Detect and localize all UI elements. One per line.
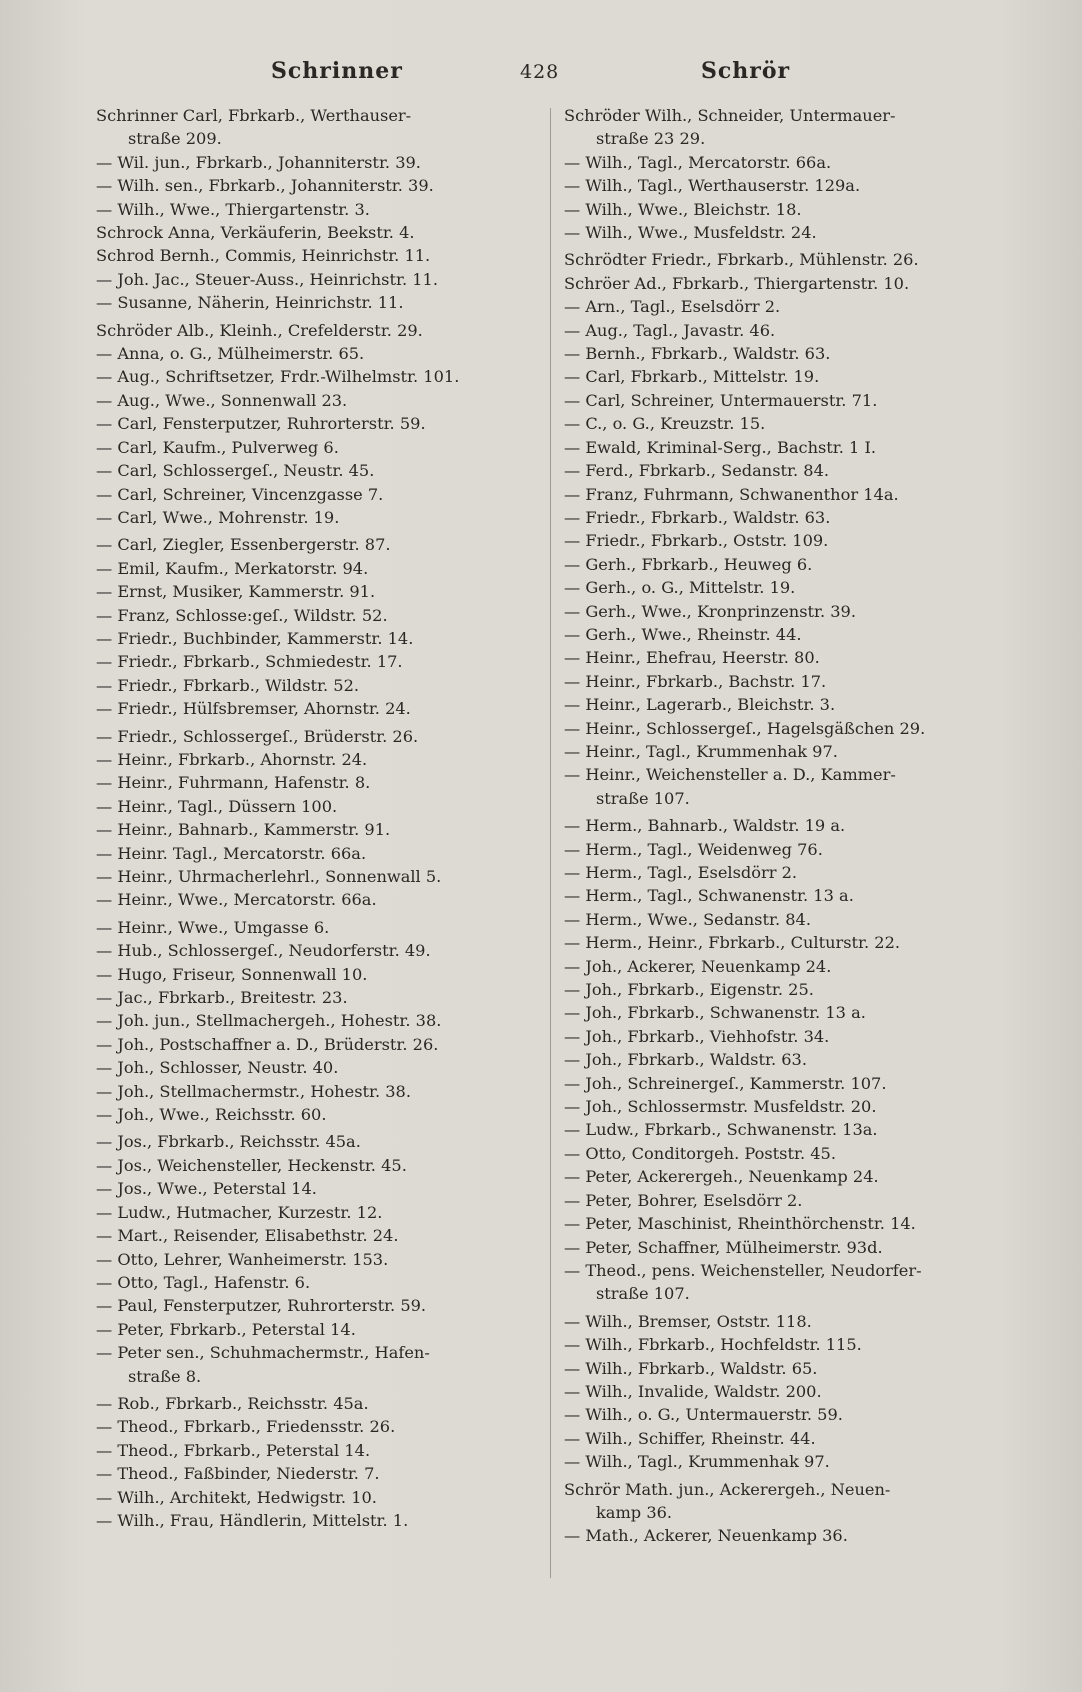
directory-entry: straße 209. <box>128 129 222 149</box>
directory-entry: — Math., Ackerer, Neuenkamp 36. <box>564 1526 848 1546</box>
directory-entry: — Joh., Schlosser, Neustr. 40. <box>96 1058 339 1078</box>
directory-entry: — Heinr., Weichensteller a. D., Kammer- <box>564 765 896 785</box>
directory-entry: — Herm., Tagl., Weidenweg 76. <box>564 839 823 859</box>
directory-entry: — Heinr., Bahnarb., Kammerstr. 91. <box>96 820 391 840</box>
header-right-name: Schrör <box>701 58 791 84</box>
directory-entry: — Wilh., Fbrkarb., Waldstr. 65. <box>564 1358 818 1378</box>
directory-entry: — Peter, Bohrer, Eselsdörr 2. <box>564 1190 803 1210</box>
directory-entry: — Wilh., Tagl., Krummenhak 97. <box>564 1452 830 1472</box>
directory-entry: — Gerh., Wwe., Rheinstr. 44. <box>564 624 802 644</box>
directory-entry: — Herm., Wwe., Sedanstr. 84. <box>564 909 811 929</box>
directory-entry: — Friedr., Hülfsbremser, Ahornstr. 24. <box>96 699 411 719</box>
header-left-name: Schrinner <box>271 58 403 84</box>
directory-entry: — Bernh., Fbrkarb., Waldstr. 63. <box>564 344 831 364</box>
directory-entry: — Wilh., Wwe., Bleichstr. 18. <box>564 199 802 219</box>
directory-entry: — Carl, Fbrkarb., Mittelstr. 19. <box>564 367 820 387</box>
directory-entry: — Peter sen., Schuhmachermstr., Hafen- <box>96 1343 430 1363</box>
directory-entry: — Franz, Fuhrmann, Schwanenthor 14a. <box>564 484 899 504</box>
directory-entry: — Wil. jun., Fbrkarb., Johanniterstr. 39. <box>96 152 421 172</box>
directory-entry: — Rob., Fbrkarb., Reichsstr. 45a. <box>96 1393 369 1413</box>
directory-entry: kamp 36. <box>596 1502 673 1522</box>
directory-entry: — Heinr. Tagl., Mercatorstr. 66a. <box>96 843 367 863</box>
directory-entry: — Jac., Fbrkarb., Breitestr. 23. <box>96 988 348 1008</box>
directory-entry: — Joh., Postschaffner a. D., Brüderstr. 26. <box>96 1034 439 1054</box>
directory-entry: straße 23 29. <box>596 129 706 149</box>
directory-entry: — Joh., Fbrkarb., Schwanenstr. 13 a. <box>564 1003 866 1023</box>
directory-entry: Schröder Alb., Kleinh., Crefelderstr. 29. <box>96 320 423 340</box>
directory-entry: — Wilh., Frau, Händlerin, Mittelstr. 1. <box>96 1510 409 1530</box>
directory-entry: Schrinner Carl, Fbrkarb., Werthauser- <box>96 106 412 125</box>
directory-entry: — Franz, Schlosse:geſ., Wildstr. 52. <box>96 605 388 625</box>
directory-entry: — Joh., Ackerer, Neuenkamp 24. <box>564 956 832 976</box>
directory-entry: — Otto, Lehrer, Wanheimerstr. 153. <box>96 1249 389 1269</box>
directory-entry: — Theod., Fbrkarb., Peterstal 14. <box>96 1440 371 1460</box>
directory-entry: — Aug., Schriftsetzer, Frdr.-Wilhelmstr. 101. <box>96 367 460 387</box>
directory-entry: — Joh., Fbrkarb., Viehhofstr. 34. <box>564 1026 830 1046</box>
directory-entry: — Wilh., Architekt, Hedwigstr. 10. <box>96 1487 377 1507</box>
directory-entry: — Heinr., Schlossergeſ., Hagelsgäßchen 29. <box>564 718 926 738</box>
directory-entry: — Peter, Ackerergeh., Neuenkamp 24. <box>564 1167 879 1187</box>
directory-entry: — Wilh., Tagl., Werthauserstr. 129a. <box>564 176 861 196</box>
directory-entry: — Heinr., Wwe., Umgasse 6. <box>96 917 330 937</box>
directory-entry: — Theod., pens. Weichensteller, Neudorfer- <box>564 1260 922 1280</box>
directory-entry: — Friedr., Schlossergeſ., Brüderstr. 26. <box>96 726 419 746</box>
directory-entry: — Anna, o. G., Mülheimerstr. 65. <box>96 344 365 364</box>
directory-entry: — Heinr., Tagl., Düssern 100. <box>96 796 338 816</box>
directory-entry: — Heinr., Lagerarb., Bleichstr. 3. <box>564 695 836 715</box>
directory-entry: — Carl, Schreiner, Vincenzgasse 7. <box>96 484 384 504</box>
directory-entry: — Gerh., o. G., Mittelstr. 19. <box>564 578 796 598</box>
directory-entry: — Joh., Schlossermstr. Musfeldstr. 20. <box>564 1097 877 1117</box>
page-header <box>96 58 986 88</box>
directory-entry: — Joh., Stellmachermstr., Hohestr. 38. <box>96 1081 411 1101</box>
directory-entry: — Peter, Maschinist, Rheinthörchenstr. 14. <box>564 1214 916 1234</box>
directory-entry: — Ewald, Kriminal-Serg., Bachstr. 1 I. <box>564 437 877 457</box>
directory-entry: — Herm., Tagl., Schwanenstr. 13 a. <box>564 886 854 906</box>
directory-entry: — Aug., Wwe., Sonnenwall 23. <box>96 390 348 410</box>
directory-entry: — Joh. Jac., Steuer-Auss., Heinrichstr. 11. <box>96 269 438 289</box>
directory-entry: — Wilh., Wwe., Thiergartenstr. 3. <box>96 199 370 219</box>
directory-entry: — Gerh., Wwe., Kronprinzenstr. 39. <box>564 601 856 621</box>
column-divider <box>550 108 551 1578</box>
directory-entry: — Friedr., Fbrkarb., Wildstr. 52. <box>96 675 360 695</box>
directory-entry: — Ludw., Hutmacher, Kurzestr. 12. <box>96 1202 383 1222</box>
directory-entry: — Heinr., Fuhrmann, Hafenstr. 8. <box>96 773 371 793</box>
directory-entry: — Hub., Schlossergeſ., Neudorferstr. 49. <box>96 941 431 961</box>
directory-entry: — Joh. jun., Stellmachergeh., Hohestr. 38. <box>96 1011 442 1031</box>
directory-entry: — Hugo, Friseur, Sonnenwall 10. <box>96 964 368 984</box>
directory-entry: — Herm., Heinr., Fbrkarb., Culturstr. 22. <box>564 933 901 953</box>
directory-entry: — Wilh., Bremser, Oststr. 118. <box>564 1311 812 1331</box>
directory-entry: — Friedr., Fbrkarb., Oststr. 109. <box>564 531 829 551</box>
directory-entry: — Joh., Fbrkarb., Waldstr. 63. <box>564 1050 807 1070</box>
directory-entry: Schröer Ad., Fbrkarb., Thiergartenstr. 10. <box>564 273 910 293</box>
directory-entry: — Joh., Fbrkarb., Eigenstr. 25. <box>564 980 814 1000</box>
directory-entry: — Theod., Faßbinder, Niederstr. 7. <box>96 1464 380 1484</box>
directory-entry: — Wilh., o. G., Untermauerstr. 59. <box>564 1405 843 1425</box>
directory-entry: — Peter, Fbrkarb., Peterstal 14. <box>96 1319 356 1339</box>
directory-entry: straße 107. <box>596 1284 690 1304</box>
directory-entry: — Carl, Schlossergeſ., Neustr. 45. <box>96 461 375 481</box>
directory-entry: — Friedr., Fbrkarb., Waldstr. 63. <box>564 507 831 527</box>
directory-entry: — Herm., Bahnarb., Waldstr. 19 a. <box>564 816 846 836</box>
directory-entry: — Heinr., Tagl., Krummenhak 97. <box>564 741 838 761</box>
directory-entry: — Carl, Ziegler, Essenbergerstr. 87. <box>96 535 391 555</box>
left-column <box>96 104 536 1532</box>
directory-entry: — Gerh., Fbrkarb., Heuweg 6. <box>564 554 813 574</box>
directory-entry: — Friedr., Fbrkarb., Schmiedestr. 17. <box>96 652 403 672</box>
directory-entry: — Paul, Fensterputzer, Ruhrorterstr. 59. <box>96 1296 427 1316</box>
directory-entry: — Mart., Reisender, Elisabethstr. 24. <box>96 1226 399 1246</box>
directory-entry: — Otto, Conditorgeh. Poststr. 45. <box>564 1143 836 1163</box>
directory-entry: — Wilh., Tagl., Mercatorstr. 66a. <box>564 152 832 172</box>
directory-entry: — Wilh., Invalide, Waldstr. 200. <box>564 1381 822 1401</box>
directory-entry: Schrock Anna, Verkäuferin, Beekstr. 4. <box>96 223 415 243</box>
directory-entry: — Otto, Tagl., Hafenstr. 6. <box>96 1272 311 1292</box>
directory-entry: — Joh., Wwe., Reichsstr. 60. <box>96 1105 327 1125</box>
directory-entry: — Heinr., Wwe., Mercatorstr. 66a. <box>96 890 377 910</box>
directory-entry: — Carl, Kaufm., Pulverweg 6. <box>96 437 339 457</box>
directory-entry: — Arn., Tagl., Eselsdörr 2. <box>564 297 781 317</box>
directory-entry: — Emil, Kaufm., Merkatorstr. 94. <box>96 558 369 578</box>
directory-entry: Schrod Bernh., Commis, Heinrichstr. 11. <box>96 246 431 266</box>
directory-entry: — Ludw., Fbrkarb., Schwanenstr. 13a. <box>564 1120 878 1140</box>
directory-entry: — Carl, Schreiner, Untermauerstr. 71. <box>564 390 878 410</box>
directory-entry: — Carl, Wwe., Mohrenstr. 19. <box>96 507 340 527</box>
directory-entry: — Wilh., Fbrkarb., Hochfeldstr. 115. <box>564 1335 862 1355</box>
directory-entry: Schröder Wilh., Schneider, Untermauer- <box>564 106 896 125</box>
directory-entry: — Wilh., Schiffer, Rheinstr. 44. <box>564 1428 816 1448</box>
directory-entry: — Heinr., Fbrkarb., Ahornstr. 24. <box>96 749 368 769</box>
directory-entry: — Aug., Tagl., Javastr. 46. <box>564 320 776 340</box>
directory-entry: straße 8. <box>128 1366 202 1386</box>
directory-entry: — Herm., Tagl., Eselsdörr 2. <box>564 863 798 882</box>
directory-entry: — Susanne, Näherin, Heinrichstr. 11. <box>96 293 404 313</box>
directory-entry: — Ferd., Fbrkarb., Sedanstr. 84. <box>564 461 830 481</box>
directory-entry: — Wilh. sen., Fbrkarb., Johanniterstr. 39. <box>96 176 434 196</box>
directory-entry: — Heinr., Ehefrau, Heerstr. 80. <box>564 648 820 668</box>
page-number: 428 <box>520 61 560 83</box>
directory-entry: — Peter, Schaffner, Mülheimerstr. 93d. <box>564 1237 883 1257</box>
directory-entry: — Wilh., Wwe., Musfeldstr. 24. <box>564 223 817 243</box>
directory-entry: — Heinr., Uhrmacherlehrl., Sonnenwall 5. <box>96 867 442 886</box>
directory-entry: straße 107. <box>596 788 690 808</box>
directory-entry: — Heinr., Fbrkarb., Bachstr. 17. <box>564 671 827 691</box>
directory-entry: Schrör Math. jun., Ackerergeh., Neuen- <box>564 1479 891 1499</box>
directory-entry: Schrödter Friedr., Fbrkarb., Mühlenstr. 26. <box>564 250 919 270</box>
directory-entry: — Jos., Wwe., Peterstal 14. <box>96 1179 317 1199</box>
directory-entry: — Theod., Fbrkarb., Friedensstr. 26. <box>96 1417 396 1437</box>
directory-entry: — Jos., Fbrkarb., Reichsstr. 45a. <box>96 1132 361 1152</box>
directory-entry: — Ernst, Musiker, Kammerstr. 91. <box>96 582 376 602</box>
directory-entry: — Friedr., Buchbinder, Kammerstr. 14. <box>96 628 414 648</box>
right-column <box>564 104 1004 1548</box>
directory-entry: — Jos., Weichensteller, Heckenstr. 45. <box>96 1155 407 1175</box>
directory-entry: — C., o. G., Kreuzstr. 15. <box>564 414 766 434</box>
directory-entry: — Carl, Fensterputzer, Ruhrorterstr. 59. <box>96 414 426 434</box>
directory-entry: — Joh., Schreinergeſ., Kammerstr. 107. <box>564 1073 887 1093</box>
